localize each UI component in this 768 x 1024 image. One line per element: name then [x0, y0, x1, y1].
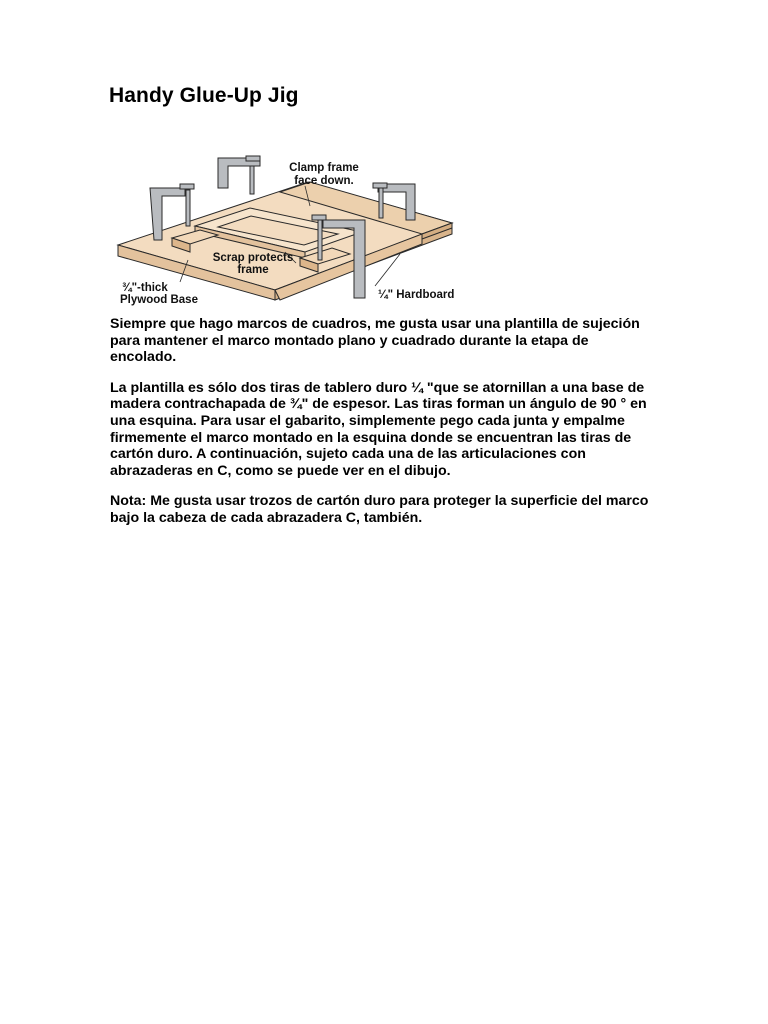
- page-title: Handy Glue-Up Jig: [109, 84, 299, 107]
- glue-up-jig-illustration: [110, 148, 462, 310]
- label-hardboard: ¼" Hardboard: [378, 289, 455, 301]
- paragraph-instructions: La plantilla es sólo dos tiras de tablero duro ¼ "que se atornillan a una base de madera contrachapada de ¾" de espesor. Las tiras forman un ángulo de 90 ° en una esquina. Para usar el gabarito, simplemente pego cada junta y empalme firmemente el marco montado en la esquina donde se encuentran las tiras de cartón duro. A continuación, sujeto cada una de las articulaciones con abrazaderas en C, como se puede ver en el dibujo.: [110, 379, 647, 479]
- label-plywood-2: Plywood Base: [120, 294, 198, 306]
- paragraph-note: Nota: Me gusta usar trozos de cartón duro para proteger la superficie del marco bajo la cabeza de cada abrazadera C, también.: [110, 493, 649, 526]
- label-scrap-1: Scrap protects: [212, 252, 294, 264]
- label-plywood-1: ¾"-thick: [122, 282, 168, 294]
- label-clamp-frame-1: Clamp frame: [289, 162, 359, 174]
- label-clamp-frame-2: face down.: [294, 175, 354, 187]
- article-body: [110, 316, 655, 541]
- label-scrap-2: frame: [237, 264, 269, 276]
- paragraph-intro: Siempre que hago marcos de cuadros, me gusta usar una plantilla de sujeción para mantener el marco montado plano y cuadrado durante la etapa de encolado.: [110, 316, 640, 366]
